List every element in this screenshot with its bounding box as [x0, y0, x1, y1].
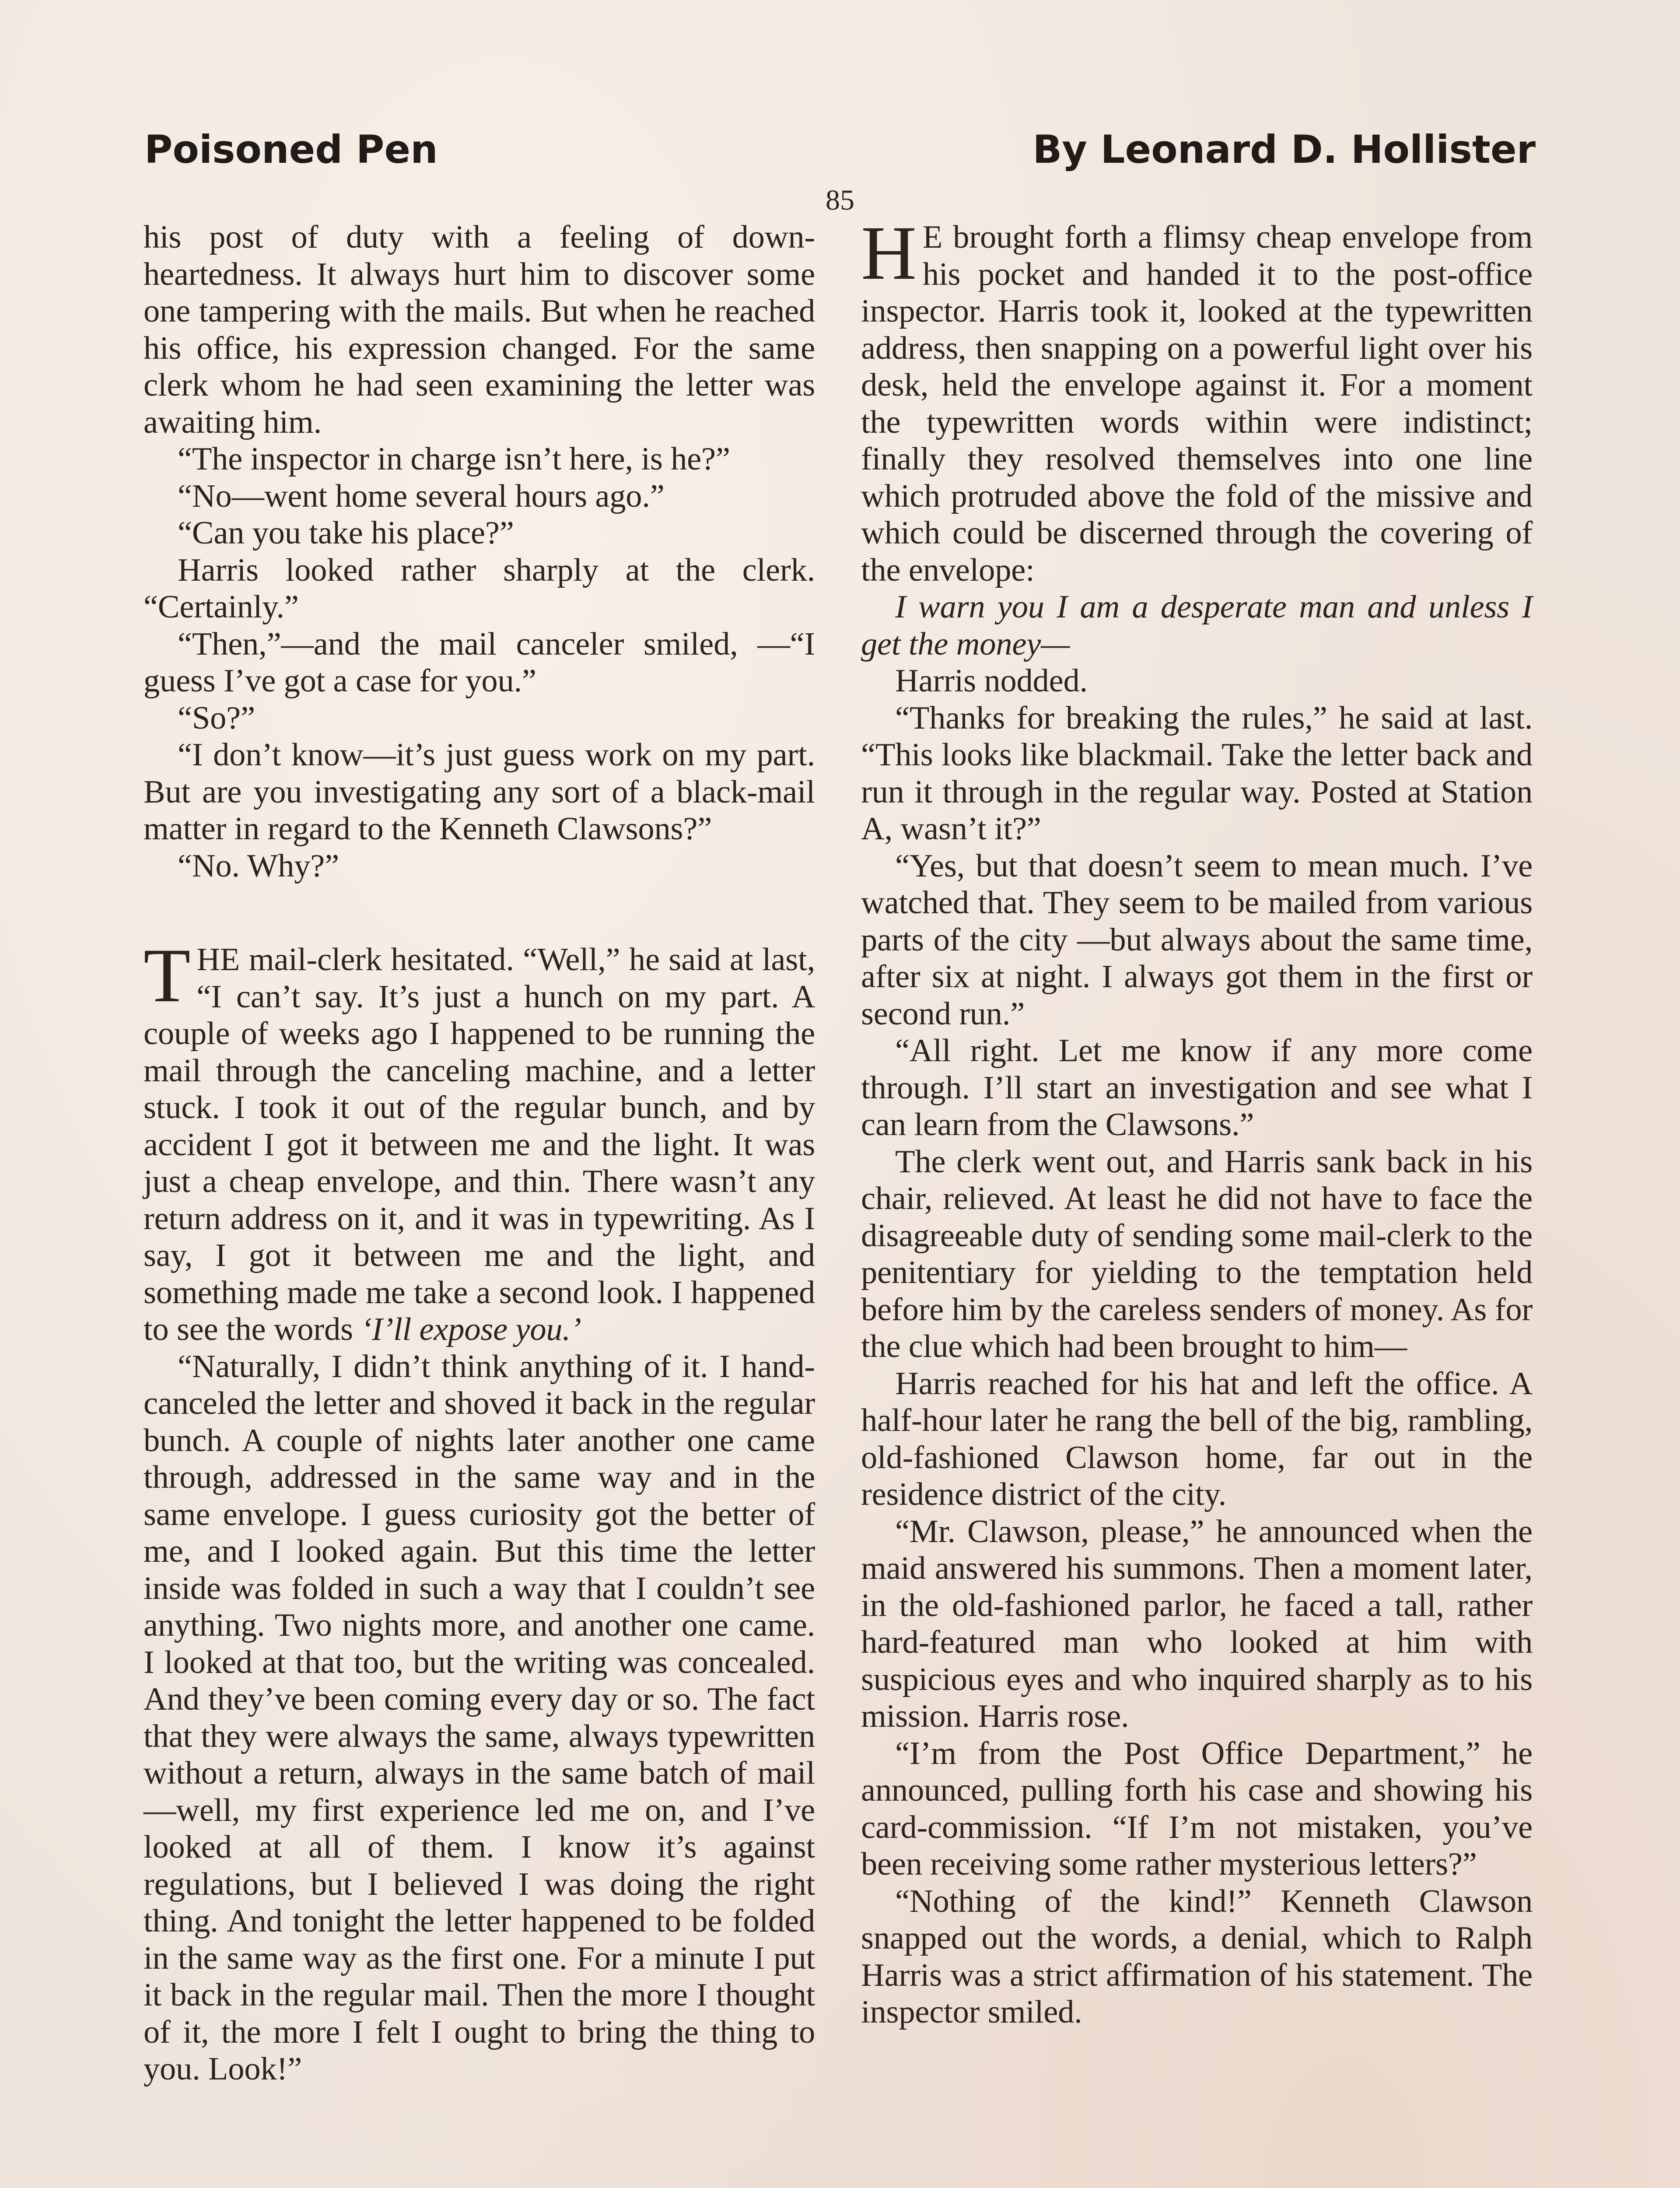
page-number: 85 — [826, 184, 854, 216]
paragraph: Harris looked rather sharply at the clerk. “Certainly.” — [144, 552, 815, 625]
paragraph: “Then,”—and the mail canceler smiled, —“I guess I’ve got a case for you.” — [144, 626, 815, 699]
paragraph: “I don’t know—it’s just guess work on my part. But are you investigating any sort of a black-mail matter in regard to the Kenneth Clawsons?” — [144, 737, 815, 847]
paragraph: “I’m from the Post Office Department,” he announced, pulling forth his case and showing his card-commission. “If I’m not mistaken, you’ve been receiving some rather mysterious letters?” — [861, 1735, 1533, 1882]
paragraph: “The inspector in charge isn’t here, is he?” — [178, 441, 730, 477]
section-opening-paragraph — [144, 933, 815, 1348]
paragraph-text: brought forth a flimsy cheap envelope from his pocket and handed it to the post-office inspector. Harris took it, looked at the typewritten address, then snapping on a powerful light over his desk, held the envelope against it. For a moment the typewritten words within were indistinct; finally they resolved themselves into one line which protruded above the fold of the missive and which could be discerned through the covering of the envelope: — [861, 219, 1533, 588]
text-column-right — [861, 210, 1533, 2031]
paragraph: “Yes, but that doesn’t seem to mean much. I’ve watched that. They seem to be mailed from various parts of the city —but always about the same time, after six at night. I always got them in the first or second run.” — [861, 848, 1533, 1032]
paragraph: “Can you take his place?” — [178, 515, 514, 551]
italic-quote: ‘I’ll expose you.’ — [361, 1311, 581, 1347]
drop-cap: H — [861, 210, 917, 296]
paragraph: “Thanks for breaking the rules,” he said at last. “This looks like blackmail. Take the letter back and run it through in the regular way. Posted at Station A, wasn’t it?” — [861, 700, 1533, 847]
small-caps-lead: E — [922, 219, 943, 255]
paragraph: “All right. Let me know if any more come through. I’ll start an investigation and see what I can learn from the Clawsons.” — [861, 1033, 1533, 1143]
paragraph: The clerk went out, and Harris sank back in his chair, relieved. At least he did not have to face the disagreeable duty of sending some mail-clerk to the penitentiary for yielding to the temptation held before him by the careless senders of money. As for the clue which had been brought to him— — [861, 1143, 1533, 1364]
paragraph: his post of duty with a feeling of down-heartedness. It always hurt him to discover some one tampering with the mails. But when he reached his office, his expression changed. For the same clerk whom he had seen examining the letter was awaiting him. — [144, 219, 815, 440]
italic-letter-excerpt: I warn you I am a desperate man and unless I get the money— — [861, 589, 1533, 662]
story-title: Poisoned Pen — [144, 127, 438, 172]
paragraph: “Naturally, I didn’t think anything of it. I hand-canceled the letter and shoved it back in the regular bunch. A couple of nights later another one came through, addressed in the same way and in the same envelope. I guess curiosity got the better of me, and I looked again. But this time the letter inside was folded in such a way that I couldn’t see anything. Two nights more, and another one came. I looked at that too, but the writing was concealed. And they’ve been coming every day or so. The fact that they were always the same, always typewritten without a return, always in the same batch of mail—well, my first experience led me on, and I’ve looked at all of them. I know it’s against regulations, but I believed I was doing the right thing. And tonight the letter happened to be folded in the same way as the first one. For a minute I put it back in the regular mail. Then the more I thought of it, the more I felt I ought to bring the thing to you. Look!” — [144, 1348, 815, 2087]
drop-cap: T — [144, 933, 191, 1018]
running-header — [144, 127, 1536, 184]
section-opening-paragraph — [861, 210, 1533, 589]
paragraph: Harris nodded. — [895, 663, 1088, 699]
text-column-left — [144, 219, 815, 2088]
paragraph-text: mail-clerk hesitated. “Well,” he said at last, “I can’t say. It’s just a hunch on my part. A couple of weeks ago I happened to be running the mail through the canceling machine, and a letter stuck. I took it out of the regular bunch, and by accident I got it between me and the light. It was just a cheap envelope, and thin. There wasn’t any return address on it, and it was in typewriting. As I say, I got it between me and the light, and something made me take a second look. I happened to see the words — [144, 942, 815, 1347]
paragraph: “No—went home several hours ago.” — [178, 478, 665, 514]
paragraph: “Nothing of the kind!” Kenneth Clawson snapped out the words, a denial, which to Ralph Harris was a strict affirmation of his statement. The inspector smiled. — [861, 1883, 1533, 2030]
small-caps-lead: HE — [196, 942, 240, 978]
paragraph: “Mr. Clawson, please,” he announced when the maid answered his summons. Then a moment later, in the old-fashioned parlor, he faced a tall, rather hard-featured man who looked at him with suspicious eyes and who inquired sharply as to his mission. Harris rose. — [861, 1513, 1533, 1734]
paragraph: “So?” — [178, 700, 255, 736]
paragraph: “No. Why?” — [178, 848, 339, 884]
paragraph: Harris reached for his hat and left the office. A half-hour later he rang the bell of the big, rambling, old-fashioned Clawson home, far out in the residence district of the city. — [861, 1365, 1533, 1512]
author-byline: By Leonard D. Hollister — [1032, 127, 1536, 172]
